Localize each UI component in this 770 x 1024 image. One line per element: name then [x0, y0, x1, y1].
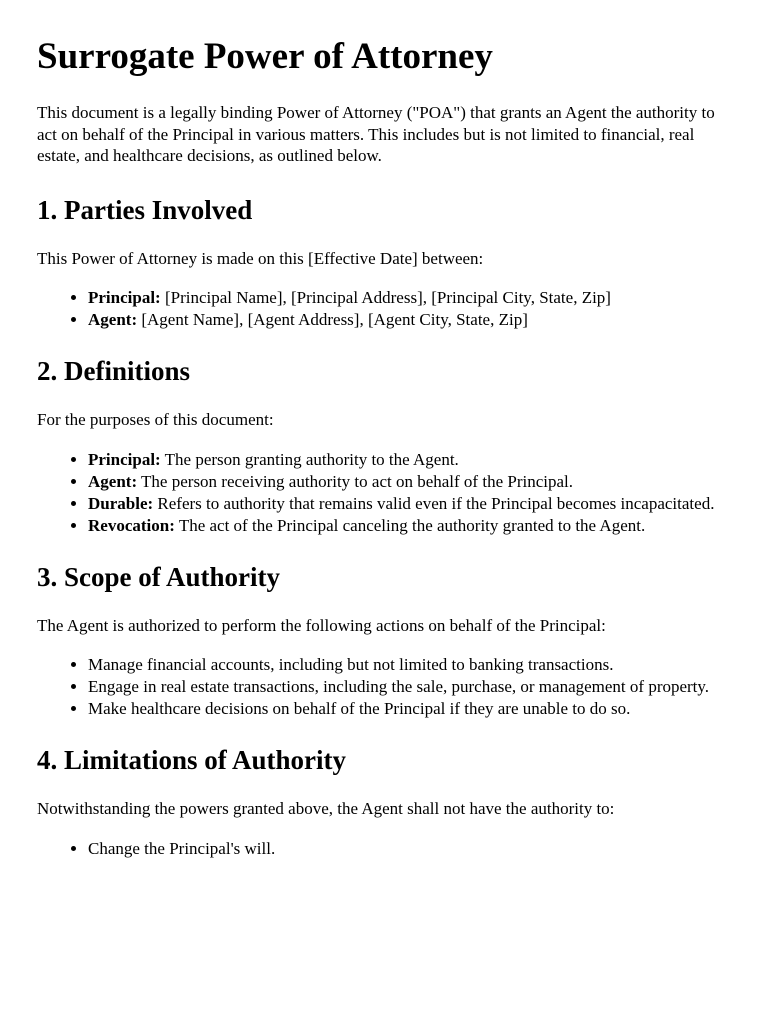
- list-item: [88, 493, 734, 515]
- list-item: [88, 287, 734, 309]
- term-description: The person granting authority to the Agent.: [160, 449, 459, 469]
- list-item: [88, 471, 734, 493]
- list-item: • Change the Principal's will.: [88, 838, 734, 860]
- section-text-scope: The Agent is authorized to perform the following actions on behalf of the Principal:: [37, 615, 606, 635]
- section-heading-definitions: 2. Definitions: [37, 356, 191, 386]
- section-heading-limitations: 4. Limitations of Authority: [37, 745, 347, 775]
- list-item: • Make healthcare decisions on behalf of the Principal if they are unable to do so.: [88, 698, 734, 720]
- list-item: [88, 515, 734, 537]
- limitations-list: [37, 838, 734, 860]
- term-label: Principal:: [88, 288, 161, 307]
- scope-list: [37, 654, 734, 720]
- section-text-parties: This Power of Attorney is made on this [Effective Date] between:: [37, 248, 484, 268]
- term-description: [Agent Name], [Agent Address], [Agent City, State, Zip]: [137, 310, 528, 329]
- term-label: Principal:: [88, 449, 161, 469]
- section-text-definitions: For the purposes of this document:: [37, 410, 274, 429]
- section-heading-scope: 3. Scope of Authority: [37, 561, 280, 592]
- document-title: Surrogate Power of Attorney: [37, 36, 493, 77]
- term-label: Agent:: [88, 310, 138, 329]
- intro-paragraph: This document is a legally binding Power of Attorney ("POA") that grants an Agent the authority to act on behalf of the Principal in various matters. This includes but is not limited to financial, real estate, and healthcare decisions, as outlined below.: [37, 103, 715, 165]
- term-label: Durable:: [88, 493, 154, 513]
- term-label: Revocation:: [88, 515, 175, 535]
- definitions-list: [37, 449, 734, 537]
- section-heading-parties: 1. Parties Involved: [37, 194, 253, 225]
- section-text-limitations: Notwithstanding the powers granted above, the Agent shall not have the authority to:: [37, 799, 615, 818]
- term-description: [Principal Name], [Principal Address], [Principal City, State, Zip]: [160, 288, 611, 307]
- term-label: Agent:: [88, 471, 138, 491]
- list-item: • Manage financial accounts, including but not limited to banking transactions.: [88, 654, 734, 676]
- parties-list: [37, 287, 734, 331]
- list-item: [88, 309, 734, 331]
- term-description: The person receiving authority to act on behalf of the Principal.: [137, 471, 573, 491]
- list-item: [88, 449, 734, 471]
- term-description: The act of the Principal canceling the authority granted to the Agent.: [174, 515, 646, 535]
- list-item: • Engage in real estate transactions, including the sale, purchase, or management of property.: [88, 676, 734, 698]
- term-description: Refers to authority that remains valid even if the Principal becomes incapacitated.: [153, 493, 715, 513]
